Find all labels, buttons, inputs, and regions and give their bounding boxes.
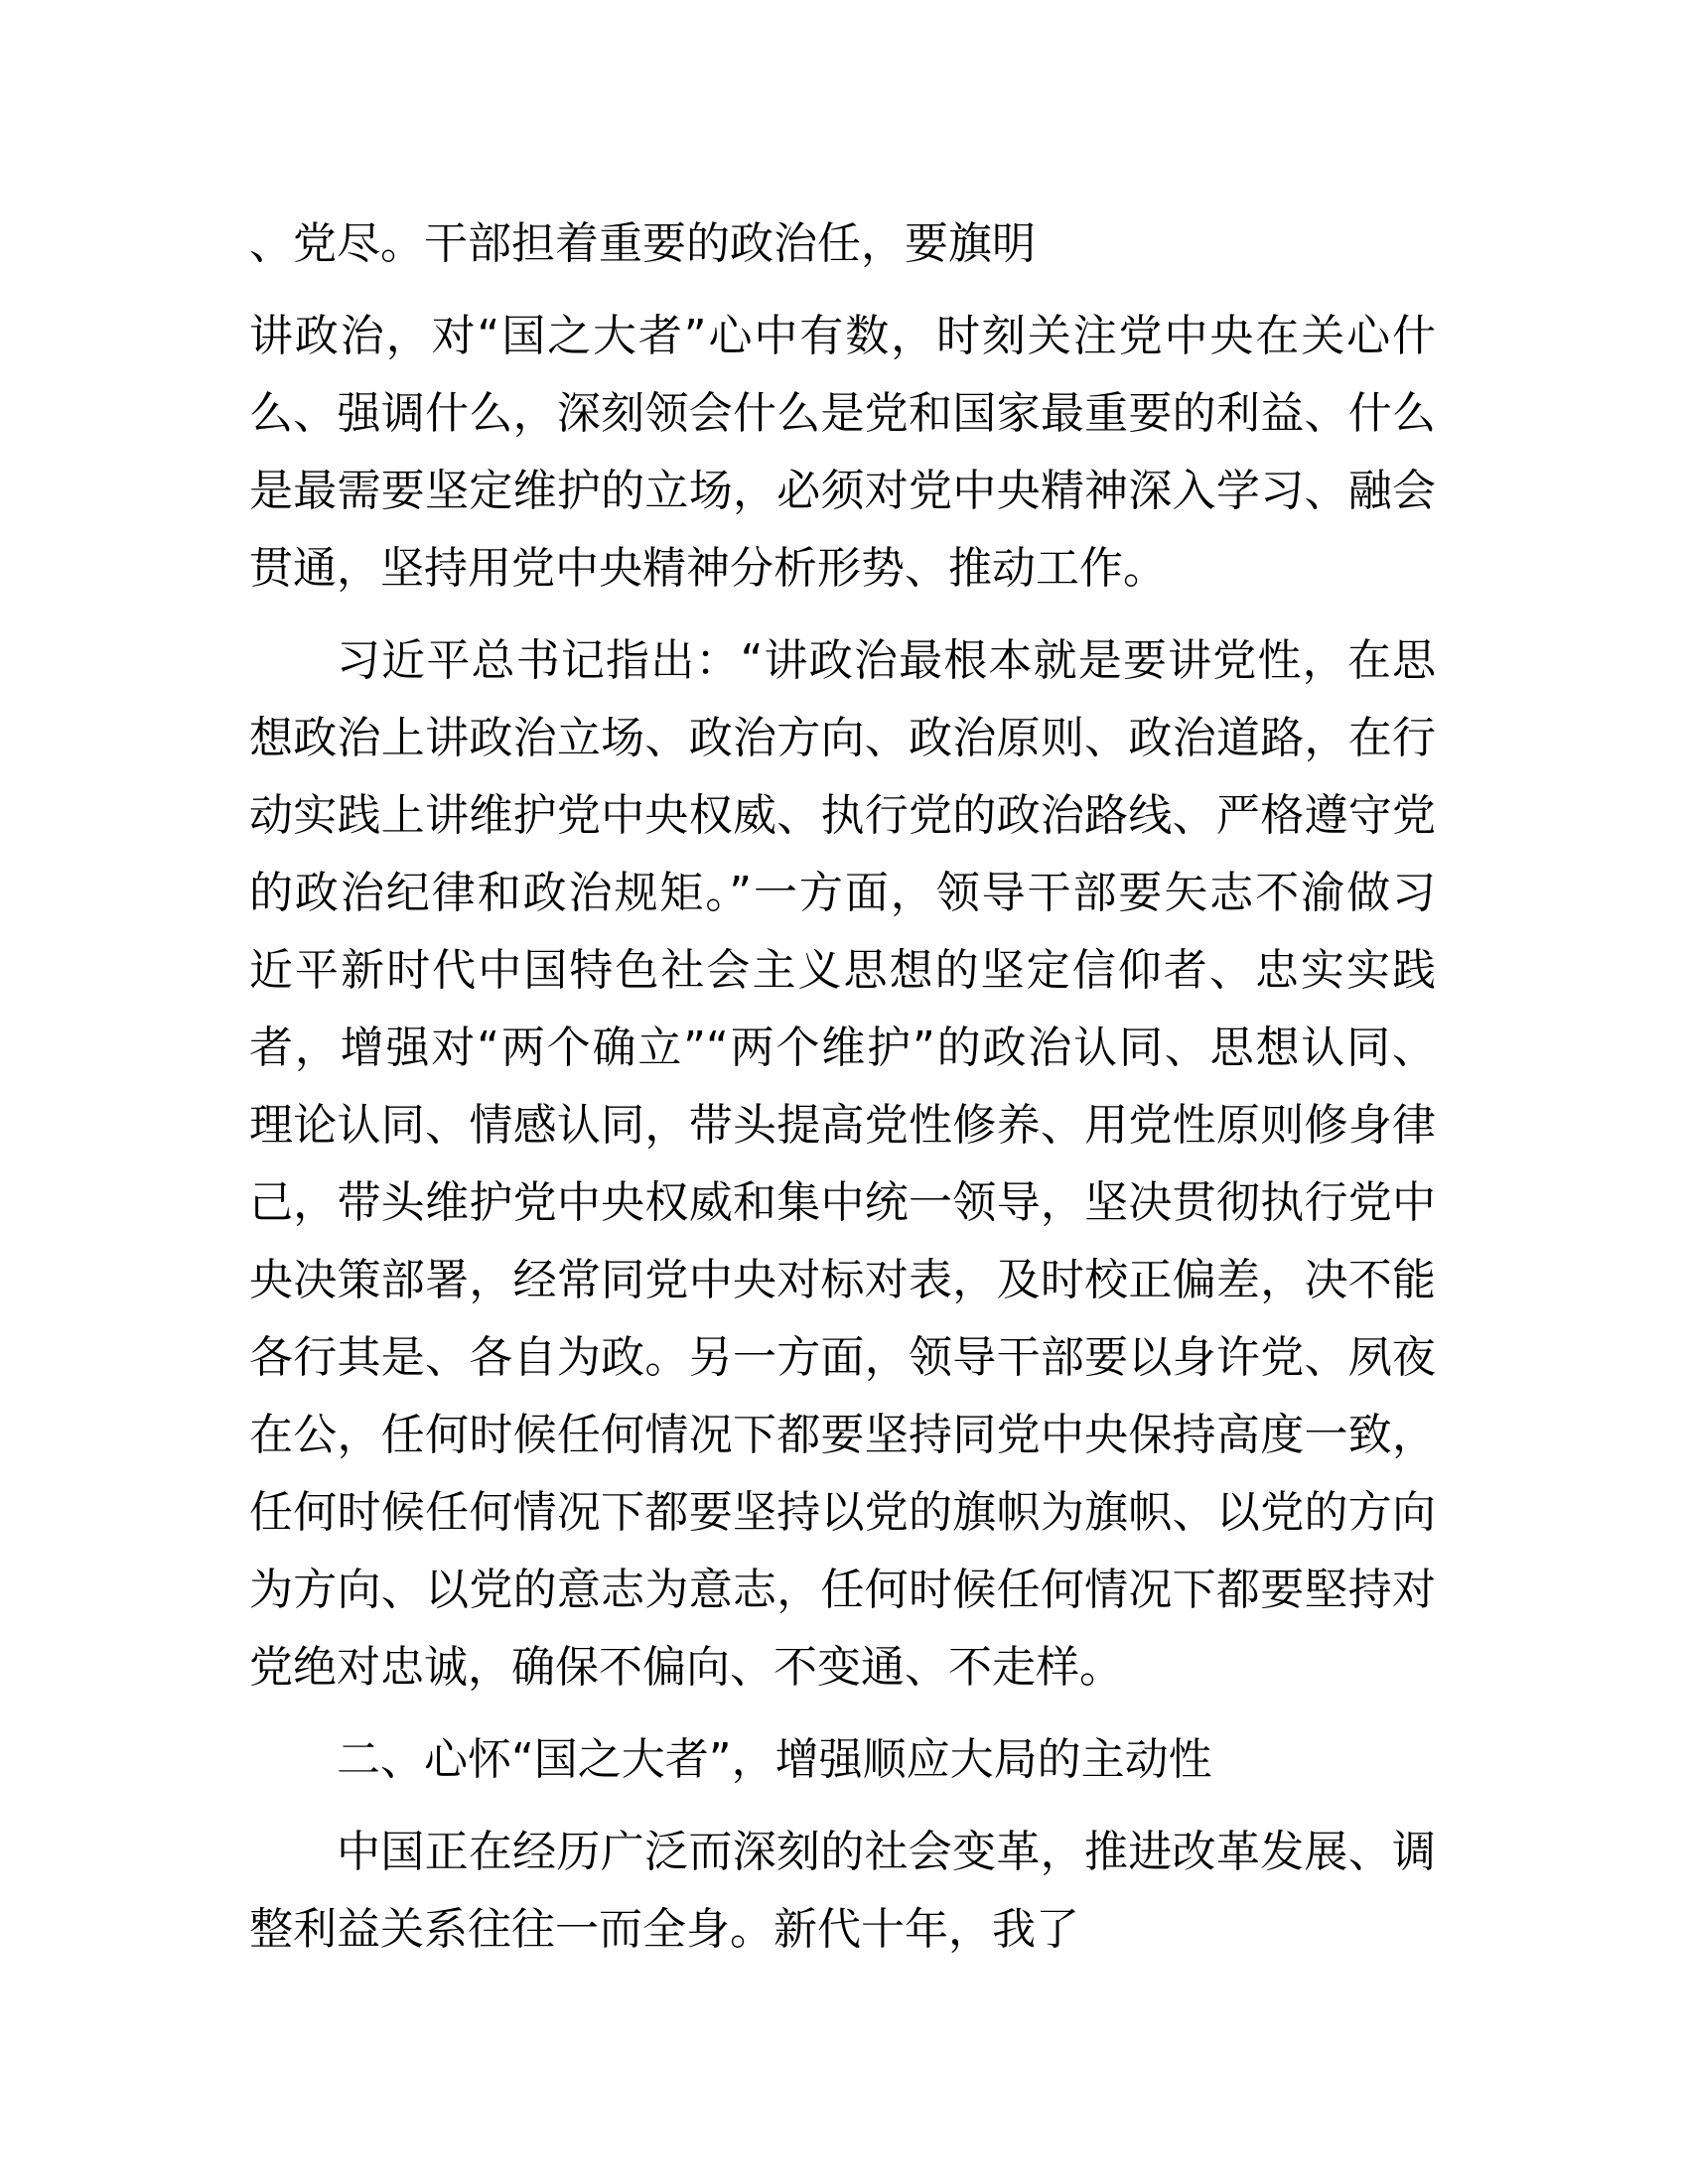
text-line: 党绝对忠诚，确保不偏向、不变通、不走样。 — [249, 1642, 1123, 1693]
text-line: 在公，任何时候任何情况下都要坚持同党中央保持高度一致， — [249, 1410, 1436, 1460]
text-line: 整利益关系往往一而全身。新代十年，我了 — [249, 1904, 1079, 1955]
text-line: 的政治纪律和政治规矩。”一方面，领导干部要矢志不渝做习 — [249, 868, 1436, 918]
text-line: 是最需要坚定维护的立场，必须对党中央精神深入学习、融会 — [249, 466, 1436, 516]
text-line: 想政治上讲政治立场、政治方向、政治原则、政治道路，在行 — [249, 713, 1436, 763]
text-line: 理论认同、情感认同，带头提高党性修养、用党性原则修身律 — [249, 1100, 1436, 1151]
heading-line: 二、心怀“国之大者”，增强顺应大局的主动性 — [337, 1734, 1212, 1785]
text-line: 讲政治，对“国之大者”心中有数，时刻关注党中央在关心什 — [249, 311, 1436, 361]
text-line: 么、强调什么，深刻领会什么是党和国家最重要的利益、什么 — [249, 388, 1436, 439]
text-line: 任何时候任何情况下都要坚持以党的旗帜为旗帜、以党的方向 — [249, 1487, 1436, 1538]
paragraph-3 — [249, 622, 1436, 1706]
text-line: 者，增强对“两个确立”“两个维护”的政治认同、思想认同、 — [249, 1023, 1436, 1073]
text-line: 贯通，坚持用党中央精神分析形势、推动工作。 — [249, 543, 1167, 594]
text-line: 中国正在经历广泛而深刻的社会变革，推进改革发展、调 — [337, 1827, 1436, 1877]
document-page — [249, 205, 1436, 1983]
text-line: 动实践上讲维护党中央权威、执行党的政治路线、严格遵守党 — [249, 790, 1436, 841]
text-line: 各行其是、各自为政。另一方面，领导干部要以身许党、夙夜 — [249, 1332, 1436, 1383]
text-line: 习近平总书记指出：“讲政治最根本就是要讲党性，在思 — [337, 635, 1436, 686]
text-line: 央决策部署，经常同党中央对标对表，及时校正偏差，决不能 — [249, 1255, 1436, 1305]
paragraph-1 — [249, 205, 1436, 283]
paragraph-5 — [249, 1814, 1436, 1969]
section-heading — [249, 1721, 1436, 1799]
text-line: 近平新时代中国特色社会主义思想的坚定信仰者、忠实实践 — [249, 945, 1436, 996]
text-line: 己，带头维护党中央权威和集中统一领导，坚决贯彻执行党中 — [249, 1177, 1436, 1228]
text-line: 、党尽。干部担着重要的政治任，要旗明 — [249, 218, 1036, 269]
paragraph-2 — [249, 298, 1436, 608]
text-line: 为方向、以党的意志为意志，任何时候任何情况下都要堅持对 — [249, 1565, 1436, 1615]
